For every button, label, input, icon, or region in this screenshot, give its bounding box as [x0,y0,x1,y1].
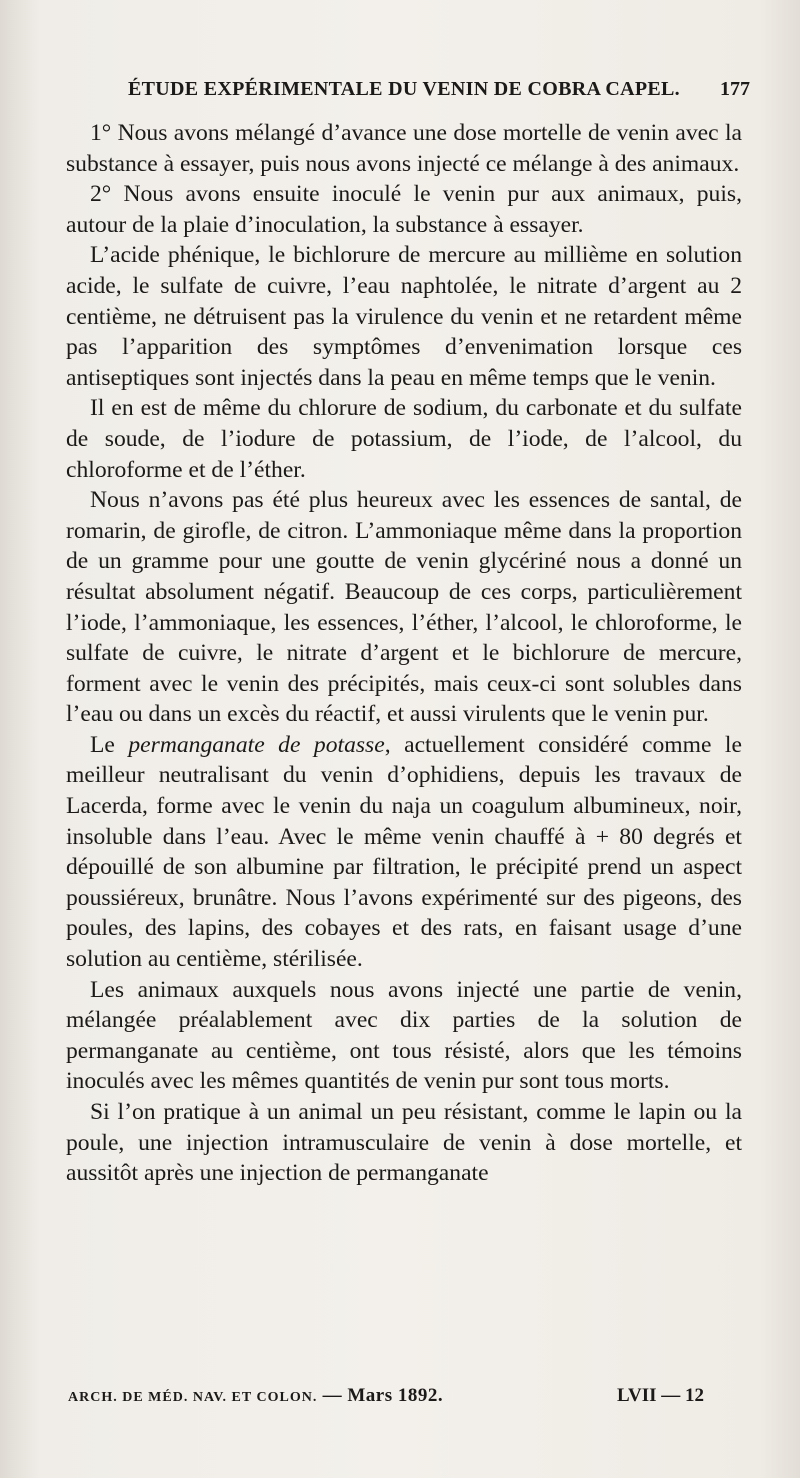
running-header [60,78,750,112]
paragraph-5: Nous n’avons pas été plus heureux avec les essences de santal, de romarin, de girofle, de citron. L’ammoniaque même dans la proportion de un gramme pour une goutte de venin glycériné nous a donné un résultat absolument négatif. Beaucoup de ces corps, particulièrement l’iode, l’ammoniaque, les essences, l’éther, l’alcool, le chloroforme, le sulfate de cuivre, le nitrate d’argent et le bichlorure de mercure, forment avec le venin des précipités, mais ceux-ci sont solubles dans l’eau ou dans un excès du réactif, et aussi virulents que le venin pur. [66,487,742,728]
page-footer [68,1385,744,1415]
page-number: 177 [720,78,750,100]
paragraph-6-lead: Le [90,731,129,758]
journal-name: ARCH. DE MÉD. NAV. ET COLON. [68,1390,318,1405]
paragraph-4: Il en est de même du chlorure de sodium, du carbonate et du sulfate de soude, de l’iodure de potassium, de l’iode, de l’alcool, du chloroforme et de l’éther. [66,395,742,483]
paragraph-7: Les animaux auxquels nous avons injecté une partie de venin, mélangée préalablement avec dix parties de la solution de permanganate au centième, ont tous résisté, alors que les témoins inoculés avec les mêmes quantités de venin pur sont tous morts. [66,976,742,1095]
issue-date: — Mars 1892. [322,1385,444,1406]
paragraph-3: L’acide phénique, le bichlorure de mercure au millième en solution acide, le sulfate de cuivre, l’eau naphtolée, le nitrate d’argent au 2 centième, ne détruisent pas la virulence du venin et ne retardent même pas l’apparition des symptômes d’envenimation lorsque ces antiseptiques sont injectés dans la peau en même temps que le venin. [66,242,742,391]
paragraph-6 [66,730,742,975]
italic-term: permanganate de potasse [128,731,385,758]
paragraph-1: 1° Nous avons mélangé d’avance une dose mortelle de venin avec la substance à essayer, puis nous avons injecté ce mélange à des animaux. [66,120,742,177]
paragraph-8: Si l’on pratique à un animal un peu résistant, comme le lapin ou la poule, une injection intramusculaire de venin à dose mortelle, et aussitôt après une injection de permanganate [66,1099,742,1187]
footer-citation [68,1385,443,1407]
paragraph-6-rest: , actuellement considéré comme le meilleur neutralisant du venin d’ophidiens, depuis les travaux de Lacerda, forme avec le venin du naja un coagulum albumineux, noir, insoluble dans l’eau. Avec le même venin chauffé à + 80 degrés et dépouillé de son albumine par filtration, le précipité prend un aspect poussiéreux, brunâtre. Nous l’avons expérimenté sur des pigeons, des poules, des lapins, des cobayes et des rats, en faisant usage d’une solution au centième, stérilisée. [66,731,742,973]
signature-mark: LVII — 12 [617,1385,704,1406]
running-title: ÉTUDE EXPÉRIMENTALE DU VENIN DE COBRA CAPEL. [128,78,680,100]
paragraph-2: 2° Nous avons ensuite inoculé le venin pur aux animaux, puis, autour de la plaie d’inoculation, la substance à essayer. [66,181,742,238]
body-text [66,118,742,1189]
